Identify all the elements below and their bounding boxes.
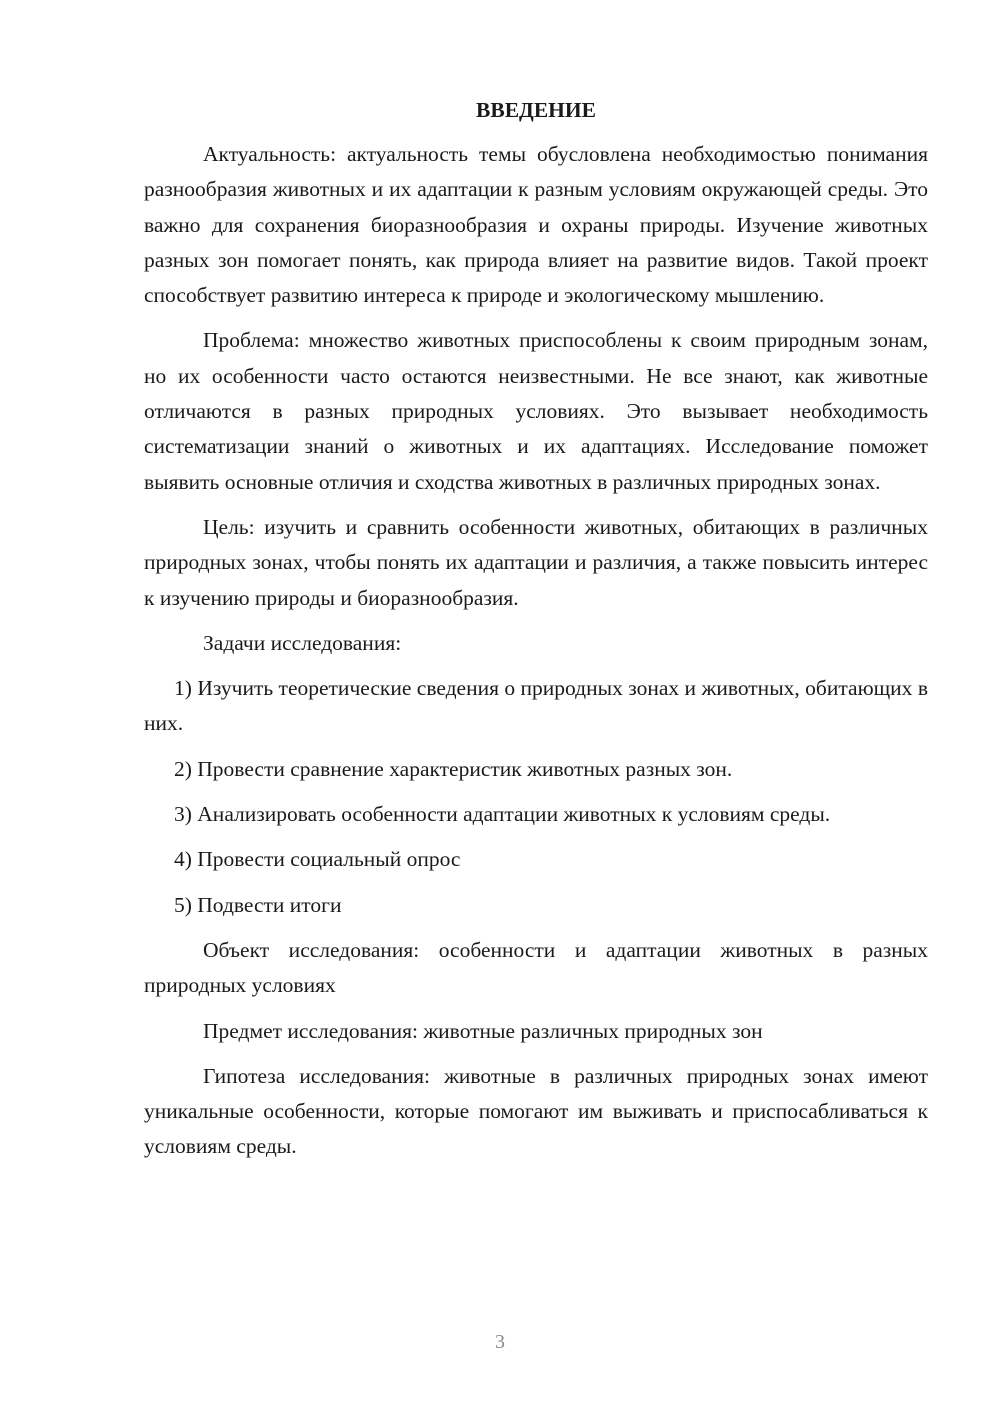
page-content bbox=[144, 92, 928, 1175]
task-item-4: 4) Провести социальный опрос bbox=[174, 847, 461, 872]
page-number: 3 bbox=[495, 1331, 505, 1353]
tasks-heading: Задачи исследования: bbox=[203, 630, 402, 655]
hypothesis-paragraph: Гипотеза исследования: животные в различных природных зонах имеют уникальные особенности, которые помогают им выживать и приспосабливаться к условиям среды. bbox=[144, 1063, 928, 1159]
object-paragraph: Объект исследования: особенности и адаптации животных в разных природных условиях bbox=[144, 937, 928, 998]
task-item-5: 5) Подвести итоги bbox=[174, 892, 342, 917]
task-item-2: 2) Провести сравнение характеристик животных разных зон. bbox=[174, 756, 733, 781]
subject-paragraph: Предмет исследования: животные различных природных зон bbox=[203, 1018, 763, 1043]
goal-paragraph: Цель: изучить и сравнить особенности животных, обитающих в различных природных зонах, чтобы понять их адаптации и различия, а также повысить интерес к изучению природы и биоразнообразия. bbox=[144, 514, 928, 610]
problem-paragraph: Проблема: множество животных приспособлены к своим природным зонам, но их особенности часто остаются неизвестными. Не все знают, как животные отличаются в разных природных условиях. Это вызывает необходимость систематизации знаний о животных и их адаптациях. Исследование поможет выявить основные отличия и сходства животных в различных природных зонах. bbox=[144, 328, 928, 494]
task-item-1: 1) Изучить теоретические сведения о природных зонах и животных, обитающих в них. bbox=[144, 676, 928, 736]
page-title: ВВЕДЕНИЕ bbox=[476, 98, 596, 122]
relevance-paragraph: Актуальность: актуальность темы обусловлена необходимостью понимания разнообразия животных и их адаптации к разным условиям окружающей среды. Это важно для сохранения биоразнообразия и охраны природы. Изучение животных разных зон помогает понять, как природа влияет на развитие видов. Такой проект способствует развитию интереса к природе и экологическому мышлению. bbox=[144, 142, 928, 308]
task-item-3: 3) Анализировать особенности адаптации животных к условиям среды. bbox=[174, 802, 831, 827]
